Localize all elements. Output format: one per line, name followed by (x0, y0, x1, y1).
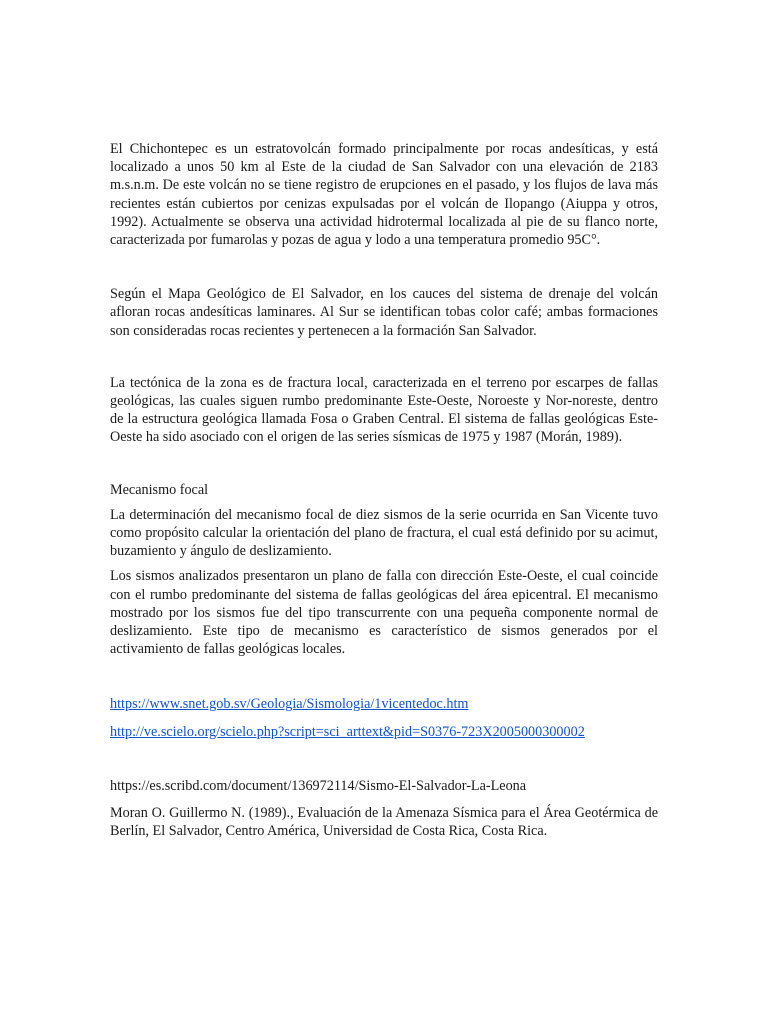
document-page (110, 140, 658, 840)
section-heading-mecanismo-focal: Mecanismo focal (110, 481, 209, 498)
link-snet-container (110, 695, 658, 713)
reference-moran: Moran O. Guillermo N. (1989)., Evaluación de la Amenaza Sísmica para el Área Geotérmica de Berlín, El Salvador, Centro América, Universidad de Costa Rica, Costa Rica. (110, 805, 658, 840)
paragraph-chichontepec: El Chichontepec es un estratovolcán formado principalmente por rocas andesíticas, y está localizado a unos 50 km al Este de la ciudad de San Salvador con una elevación de 2183 m.s.n.m. De este volcán no se tiene registro de erupciones en el pasado, y los flujos de lava más recientes están cubiertos por cenizas expulsadas por el volcán de Ilopango (Aiuppa y otros, 1992). Actualmente se observa una actividad hidrotermal localizada al pie de su flanco norte, caracterizada por fumarolas y pozas de agua y lodo a una temperatura promedio 95C°. (110, 141, 658, 249)
paragraph-determinacion: La determinación del mecanismo focal de diez sismos de la serie ocurrida en San Vicente tuvo como propósito calcular la orientación del plano de fractura, el cual está definido por su acimut, buzamiento y ángulo de deslizamiento. (110, 506, 658, 560)
paragraph-mapa-geologico: Según el Mapa Geológico de El Salvador, en los cauces del sistema de drenaje del volcán afloran rocas andesíticas laminares. Al Sur se identifican tobas color café; ambas formaciones son consideradas rocas recientes y pertenecen a la formación San Salvador. (110, 286, 658, 339)
link-snet[interactable]: https://www.snet.gob.sv/Geologia/Sismologia/1vicentedoc.htm (110, 696, 469, 713)
reference-scribd-url: https://es.scribd.com/document/136972114/Sismo-El-Salvador-La-Leona (110, 777, 527, 794)
link-scielo-container (110, 723, 658, 741)
paragraph-tectonica: La tectónica de la zona es de fractura local, caracterizada en el terreno por escarpes de fallas geológicas, las cuales siguen rumbo predominante Este-Oeste, Noroeste y Nor-noreste, dentro de la estructura geológica llamada Fosa o Graben Central. El sistema de fallas geológicas Este-Oeste ha sido asociado con el origen de las series sísmicas de 1975 y 1987 (Morán, 1989). (110, 374, 658, 446)
link-scielo[interactable]: http://ve.scielo.org/scielo.php?script=sci_arttext&pid=S0376-723X2005000300002 (110, 723, 585, 740)
paragraph-sismos-analizados: Los sismos analizados presentaron un plano de falla con dirección Este-Oeste, el cual coincide con el rumbo predominante del sistema de fallas geológicas del área epicentral. El mecanismo mostrado por los sismos fue del tipo transcurrente con una pequeña componente normal de deslizamiento. Este tipo de mecanismo es característico de sismos generados por el activamiento de fallas geológicas locales. (110, 568, 658, 658)
